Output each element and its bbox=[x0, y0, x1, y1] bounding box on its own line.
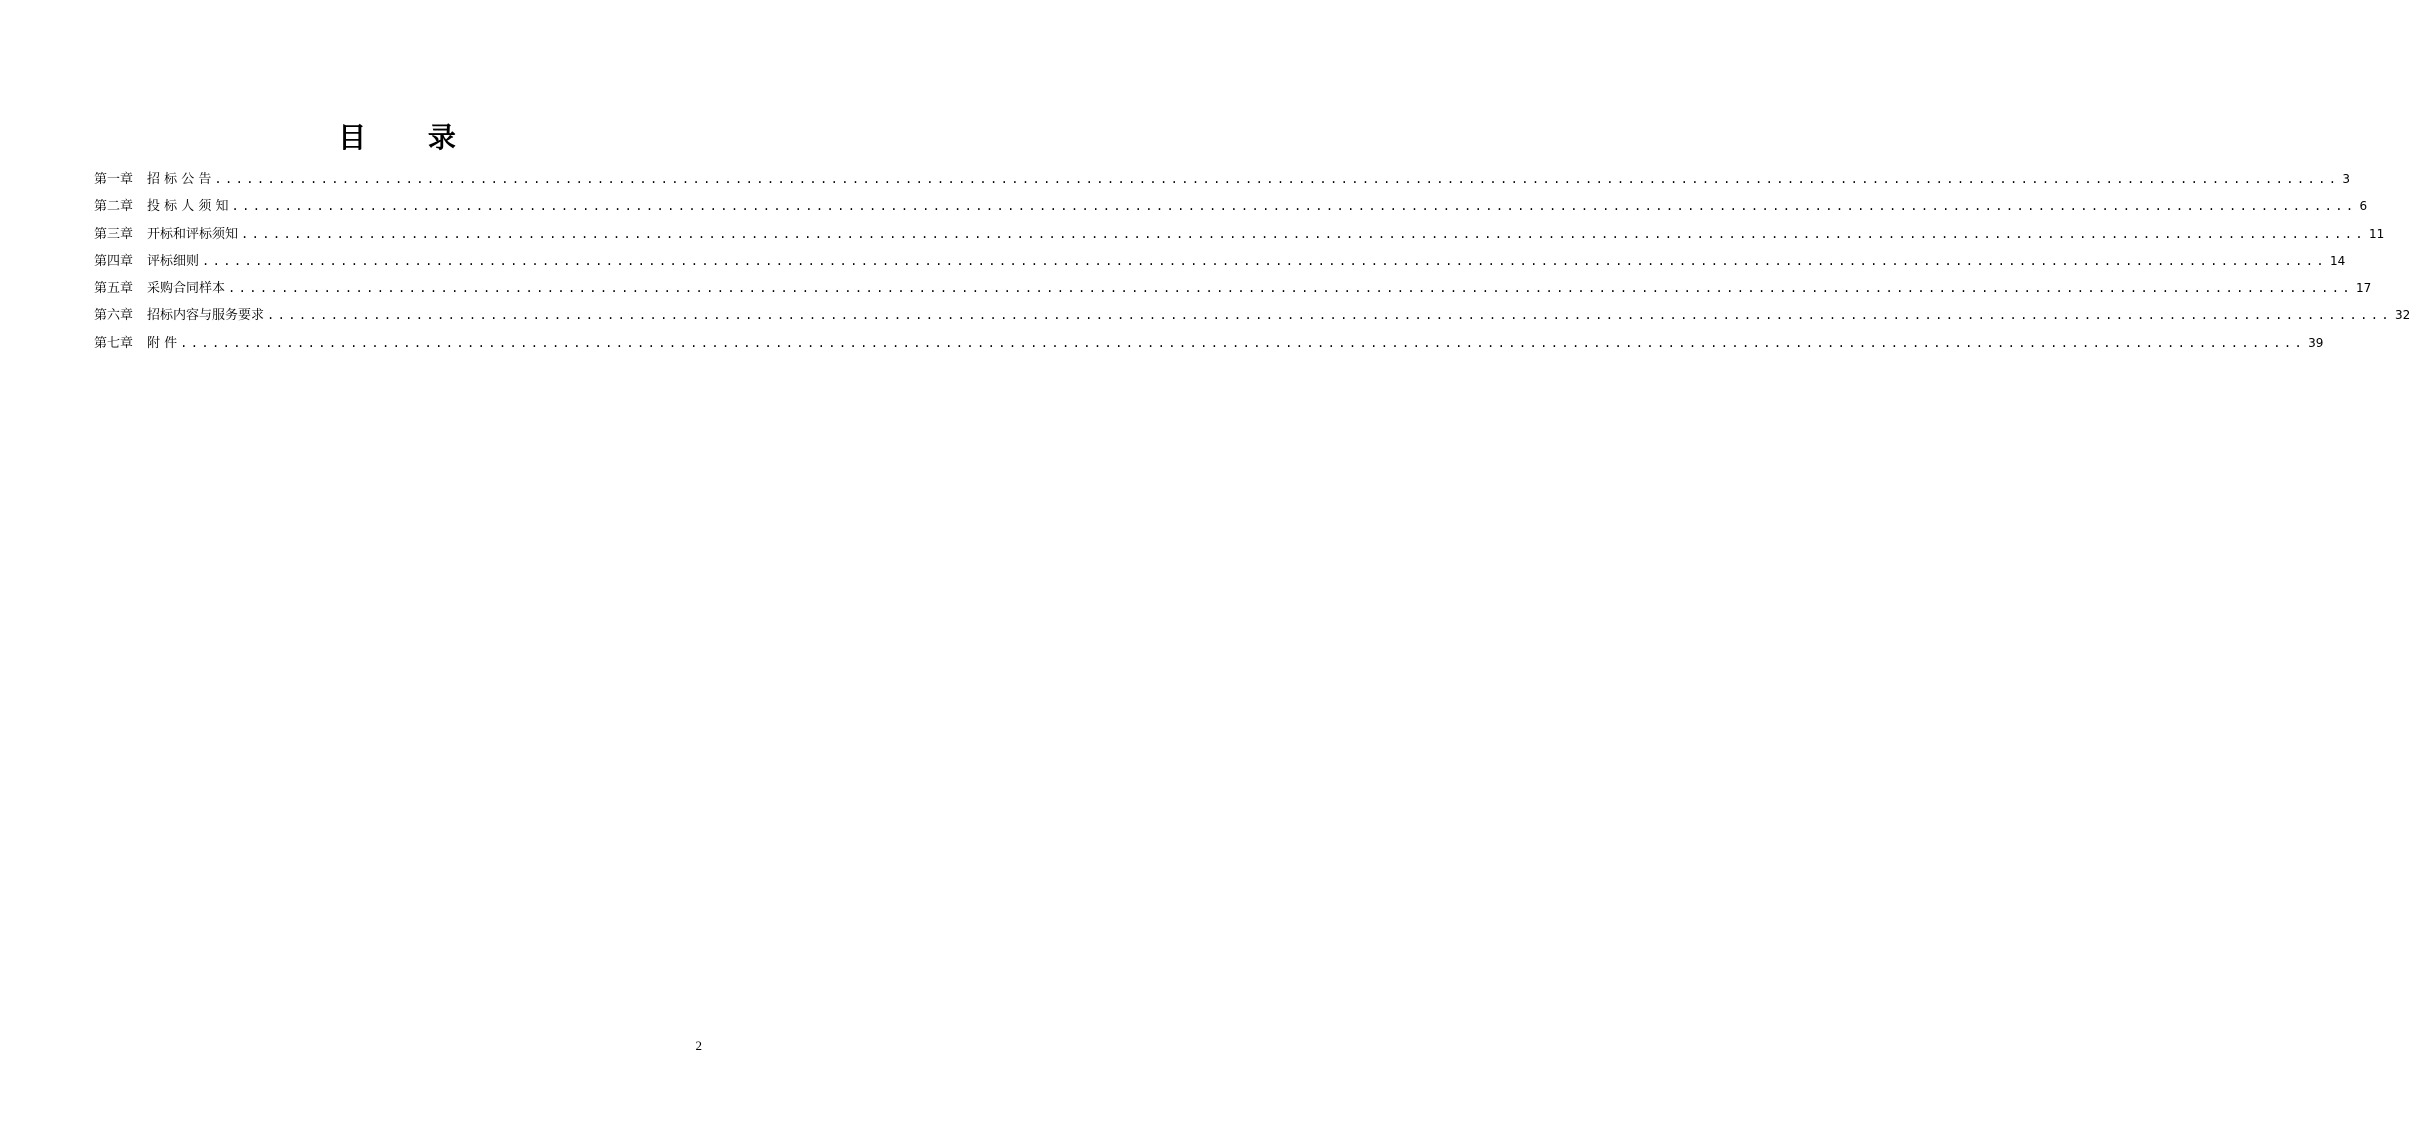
toc-dot-leader: ........................................................................................................................................................................................................ bbox=[231, 199, 2357, 214]
toc-entry-name: 评标细则 bbox=[147, 253, 200, 269]
toc-entry-name: 投 标 人 须 知 bbox=[147, 199, 229, 215]
toc-page-number: 14 bbox=[2329, 253, 2346, 268]
toc-entry[interactable] bbox=[94, 333, 2324, 360]
toc-title: 目 录 bbox=[338, 121, 482, 154]
toc-entry-name: 附 件 bbox=[147, 335, 178, 351]
toc-page-number: 39 bbox=[2308, 335, 2324, 350]
toc-dot-leader: ........................................................................................................................................................................................................ bbox=[241, 226, 2366, 241]
toc-page-number: 11 bbox=[2368, 226, 2385, 241]
toc-entry[interactable] bbox=[94, 196, 2368, 223]
toc-list bbox=[94, 169, 2410, 360]
page-number: 2 bbox=[695, 1038, 702, 1053]
toc-chapter-label: 第七章 bbox=[94, 335, 134, 351]
toc-entry-name: 采购合同样本 bbox=[147, 281, 226, 297]
toc-chapter-label: 第四章 bbox=[94, 253, 134, 269]
toc-chapter-label: 第一章 bbox=[94, 172, 134, 187]
toc-page-number: 32 bbox=[2394, 308, 2410, 323]
toc-dot-leader: ........................................................................................................................................................................................................ bbox=[202, 253, 2327, 268]
toc-dot-leader: ........................................................................................................................................................................................................ bbox=[214, 172, 2340, 186]
toc-entry[interactable] bbox=[94, 224, 2385, 251]
toc-dot-leader: ........................................................................................................................................................................................................ bbox=[228, 281, 2353, 296]
toc-dot-leader: ........................................................................................................................................................................................................ bbox=[267, 308, 2392, 323]
toc-page-number: 6 bbox=[2359, 199, 2368, 214]
toc-entry[interactable] bbox=[94, 278, 2372, 305]
toc-entry-name: 招 标 公 告 bbox=[147, 172, 212, 187]
toc-page-number: 3 bbox=[2342, 172, 2350, 186]
toc-entry[interactable] bbox=[94, 251, 2346, 278]
toc-dot-leader: ........................................................................................................................................................................................................ bbox=[180, 335, 2306, 350]
toc-chapter-label: 第六章 bbox=[94, 308, 134, 324]
toc-page-number: 17 bbox=[2355, 281, 2372, 296]
toc-chapter-label: 第五章 bbox=[94, 281, 134, 297]
toc-entry[interactable] bbox=[94, 305, 2410, 332]
toc-chapter-label: 第二章 bbox=[94, 199, 134, 215]
toc-entry[interactable] bbox=[94, 169, 2350, 196]
toc-entry-name: 开标和评标须知 bbox=[147, 226, 239, 242]
toc-chapter-label: 第三章 bbox=[94, 226, 134, 242]
toc-entry-name: 招标内容与服务要求 bbox=[147, 308, 265, 324]
